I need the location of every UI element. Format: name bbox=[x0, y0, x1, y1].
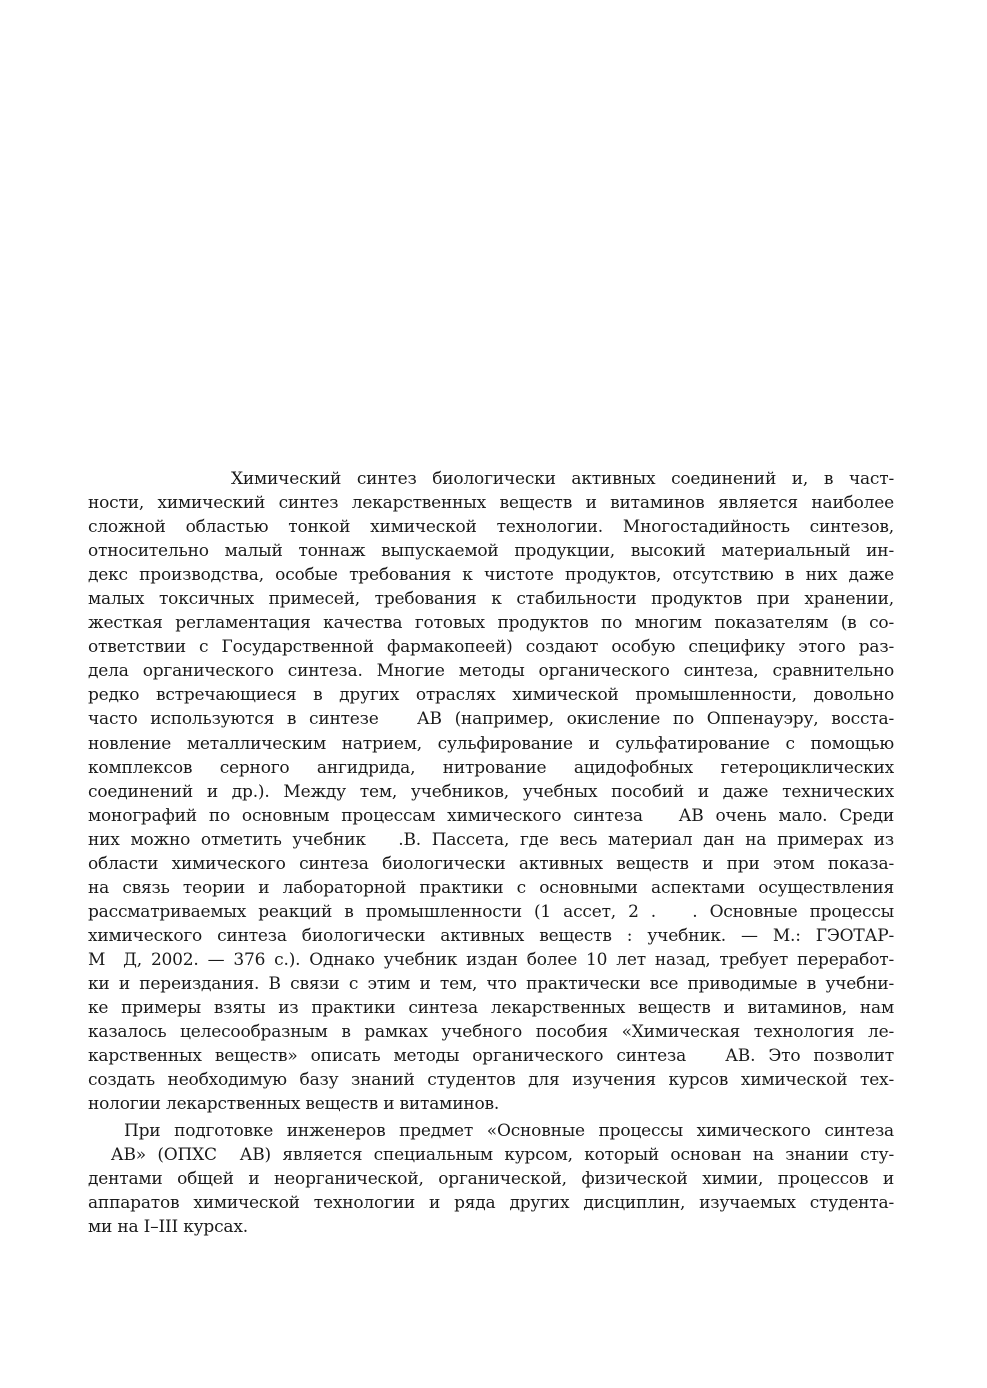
paragraph-1-line: часто используются в синтезе АВ (например, окисление по Оппенауэру, восста- bbox=[88, 709, 894, 730]
paragraph-1-line: казалось целесообразным в рамках учебного пособия «Химическая технология ле- bbox=[88, 1022, 894, 1043]
paragraph-1-line: комплексов серного ангидрида, нитрование ацидофобных гетероциклических bbox=[88, 757, 894, 778]
paragraph-1-line: относительно малый тоннаж выпускаемой продукции, высокий материальный ин- bbox=[88, 541, 894, 562]
paragraph-1-line: Химический синтез биологически активных соединений и, в част- bbox=[231, 469, 894, 489]
paragraph-1-line: дела органического синтеза. Многие методы органического синтеза, сравнительно bbox=[88, 661, 894, 682]
paragraph-1-line: ке примеры взяты из практики синтеза лекарственных веществ и витаминов, нам bbox=[88, 998, 894, 1019]
paragraph-1-line: карственных веществ» описать методы органического синтеза АВ. Это позволит bbox=[88, 1046, 894, 1067]
paragraph-1-line: декс производства, особые требования к чистоте продуктов, отсутствию в них даже bbox=[88, 565, 894, 586]
paragraph-2-line: АВ» (ОПХС АВ) является специальным курсом, который основан на знании сту- bbox=[88, 1145, 894, 1166]
paragraph-1-line: малых токсичных примесей, требования к стабильности продуктов при хранении, bbox=[88, 589, 894, 610]
paragraph-1-line: ответствии с Государственной фармакопеей) создают особую специфику этого раз- bbox=[88, 637, 894, 658]
paragraph-1-line: жесткая регламентация качества готовых продуктов по многим показателям (в со- bbox=[88, 613, 894, 634]
paragraph-1-line: соединений и др.). Между тем, учебников, учебных пособий и даже технических bbox=[88, 781, 894, 802]
paragraph-2-line: При подготовке инженеров предмет «Основные процессы химического синтеза bbox=[124, 1121, 894, 1142]
body-text bbox=[88, 467, 894, 1240]
paragraph-1-line: редко встречающиеся в других отраслях химической промышленности, довольно bbox=[88, 685, 894, 706]
paragraph-1-line: ности, химический синтез лекарственных веществ и витаминов является наиболее bbox=[88, 493, 894, 514]
paragraph-1-line: новление металлическим натрием, сульфирование и сульфатирование с помощью bbox=[88, 733, 894, 754]
paragraph-1-line: химического синтеза биологически активных веществ : учебник. — М.: ГЭОТАР- bbox=[88, 925, 894, 946]
paragraph-1-line: них можно отметить учебник .В. Пассета, где весь материал дан на примерах из bbox=[88, 829, 894, 850]
paragraph-1-line: рассматриваемых реакций в промышленности (1 ассет, 2 . . Основные процессы bbox=[88, 901, 894, 922]
paragraph-1-line: нологии лекарственных веществ и витаминов. bbox=[88, 1094, 500, 1115]
paragraph-2-line: дентами общей и неорганической, органической, физической химии, процессов и bbox=[88, 1169, 894, 1190]
paragraph-1-line: создать необходимую базу знаний студентов для изучения курсов химической тех- bbox=[88, 1070, 894, 1091]
paragraph-2-line: аппаратов химической технологии и ряда других дисциплин, изучаемых студента- bbox=[88, 1193, 894, 1214]
paragraph-1-line: сложной областью тонкой химической технологии. Многостадийность синтезов, bbox=[88, 517, 894, 538]
paragraph-1-line: на связь теории и лабораторной практики с основными аспектами осуществления bbox=[88, 877, 894, 898]
paragraph-1-line: М Д, 2002. — 376 с.). Однако учебник издан более 10 лет назад, требует переработ- bbox=[88, 949, 894, 970]
paragraph-2-line: ми на I–III курсах. bbox=[88, 1217, 248, 1238]
paragraph-1-line: монографий по основным процессам химического синтеза АВ очень мало. Среди bbox=[88, 805, 894, 826]
paragraph-1-line: области химического синтеза биологически активных веществ и при этом показа- bbox=[88, 853, 894, 874]
paragraph-1-line: ки и переиздания. В связи с этим и тем, что практически все приводимые в учебни- bbox=[88, 973, 894, 994]
